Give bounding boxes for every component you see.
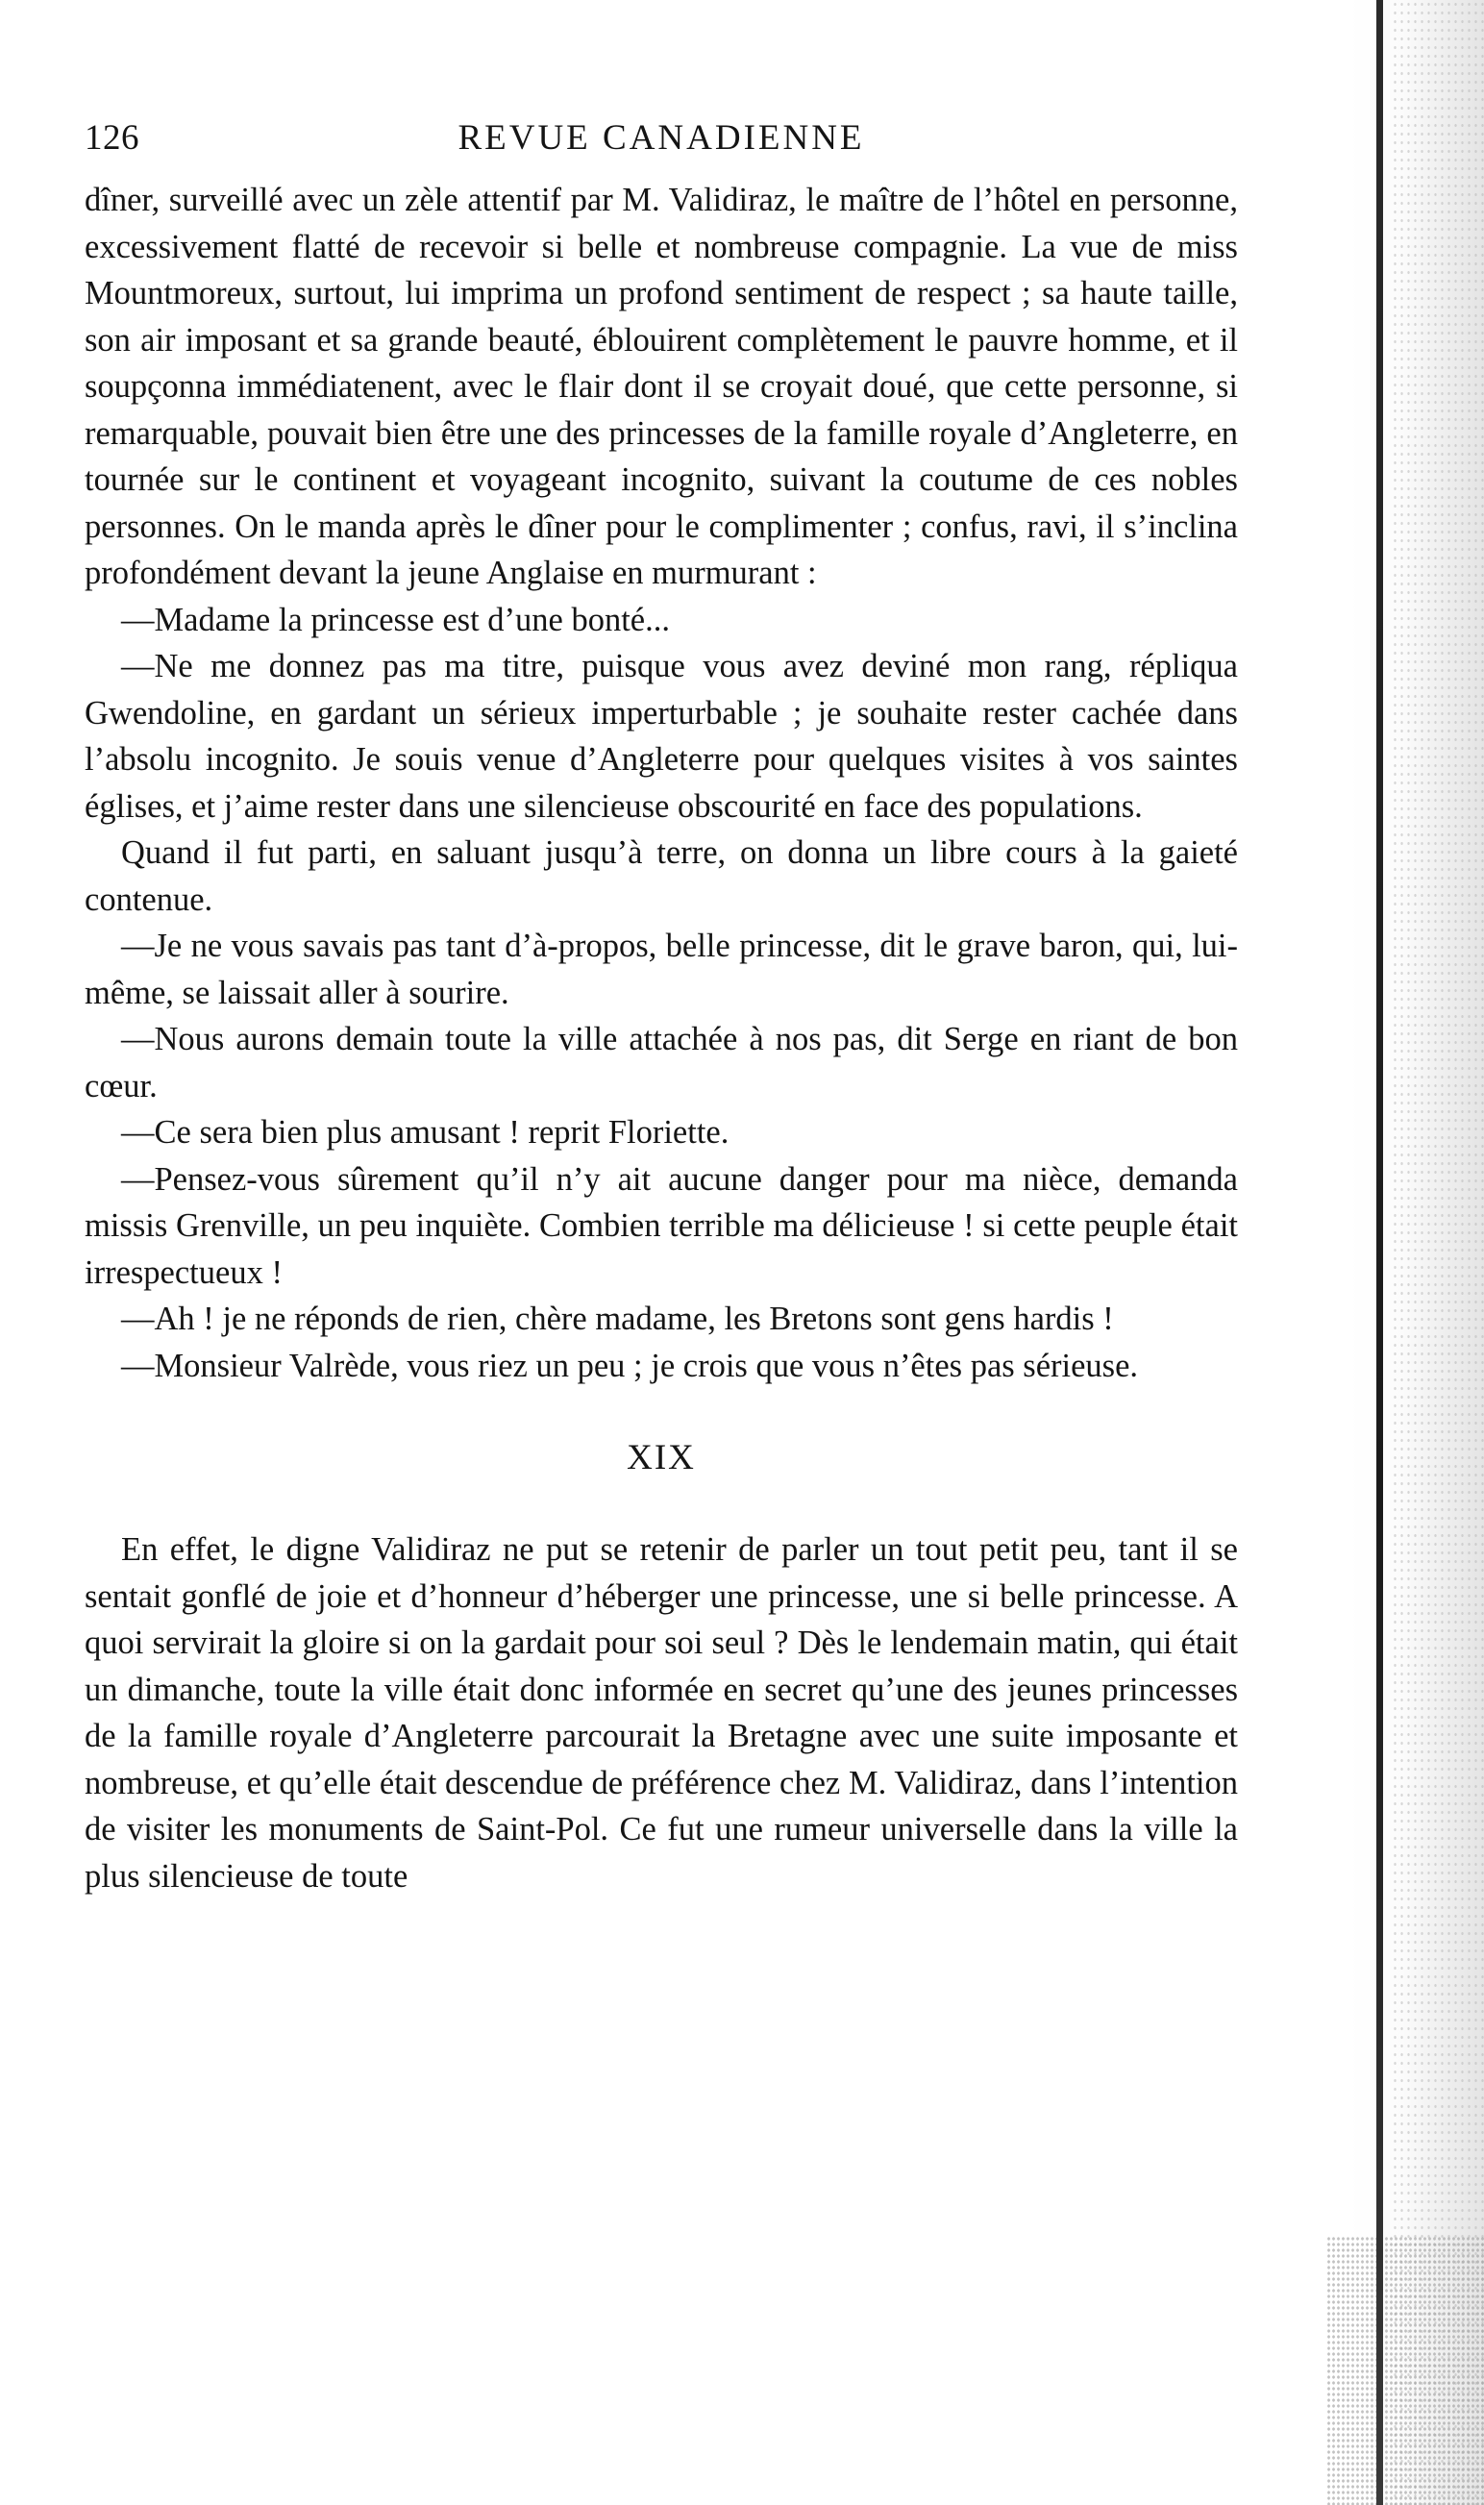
chapter-heading: XIX xyxy=(627,1438,696,1477)
paragraph: —Monsieur Valrède, vous riez un peu ; je crois que vous n’êtes pas sérieuse. xyxy=(121,1347,1139,1384)
document-page xyxy=(85,117,1238,1899)
paragraph: —Je ne vous savais pas tant d’à-propos, belle princesse, dit le grave baron, qui, lui-même, se laissait aller à sourire. xyxy=(85,928,1238,1011)
paragraph: Quand il fut parti, en saluant jusqu’à terre, on donna un libre cours à la gaieté contenue. xyxy=(85,834,1238,918)
paragraph: dîner, surveillé avec un zèle attentif par M. Validiraz, le maître de l’hôtel en personne, excessivement flatté de recevoir si belle et nombreuse compagnie. La vue de miss Mountmoreux, surtout, lui imprima un profond sentiment de respect ; sa haute taille, son air imposant et sa grande beauté, éblouirent complètement le pauvre homme, et il soupçonna immédiatenent, avec le flair dont il se croyait doué, que cette personne, si remarquable, pouvait bien être une des princesses de la famille royale d’Angleterre, en tournée sur le continent et voyageant incognito, suivant la coutume de ces nobles personnes. On le manda après le dîner pour le complimenter ; confus, ravi, il s’inclina profondément devant la jeune Anglaise en murmurant : xyxy=(85,182,1238,591)
paragraph: —Ce sera bien plus amusant ! reprit Floriette. xyxy=(121,1114,730,1151)
paragraph: —Ne me donnez pas ma titre, puisque vous avez deviné mon rang, répliqua Gwendoline, en gardant un sérieux imperturbable ; je souhaite rester cachée dans l’absolu incognito. Je souis venue d’Angleterre pour quelques visites à vos saintes églises, et j’aime rester dans une silencieuse obscourité en face des populations. xyxy=(85,648,1238,825)
running-head xyxy=(85,117,1238,165)
paragraph: En effet, le digne Validiraz ne put se retenir de parler un tout petit peu, tant il se sentait gonflé de joie et d’honneur d’héberger une princesse, une si belle princesse. A quoi servirait la gloire si on la gardait pour soi seul ? Dès le lendemain matin, qui était un dimanche, toute la ville était donc informée en secret qu’une des jeunes princesses de la famille royale d’Angleterre parcourait la Bretagne avec une suite imposante et nombreuse, et qu’elle était descendue de préférence chez M. Validiraz, dans l’intention de visiter les monuments de Saint-Pol. Ce fut une rumeur universelle dans la ville la plus silencieuse de toute xyxy=(85,1531,1238,1895)
page-number: 126 xyxy=(85,118,139,158)
paragraph: —Pensez-vous sûrement qu’il n’y ait aucune danger pour ma nièce, demanda missis Grenville, un peu inquiète. Combien terrible ma délicieuse ! si cette peuple était irrespectueux ! xyxy=(85,1160,1238,1291)
page-margin-speckle xyxy=(1392,0,1484,2505)
page-binding-edge xyxy=(1376,0,1383,2505)
journal-title: REVUE CANADIENNE xyxy=(458,118,865,158)
page-corner-speckle xyxy=(1326,2236,1484,2505)
paragraph: —Ah ! je ne réponds de rien, chère madame, les Bretons sont gens hardis ! xyxy=(121,1301,1114,1337)
paragraph: —Madame la princesse est d’une bonté... xyxy=(121,601,670,638)
paragraph: —Nous aurons demain toute la ville attachée à nos pas, dit Serge en riant de bon cœur. xyxy=(85,1021,1238,1104)
